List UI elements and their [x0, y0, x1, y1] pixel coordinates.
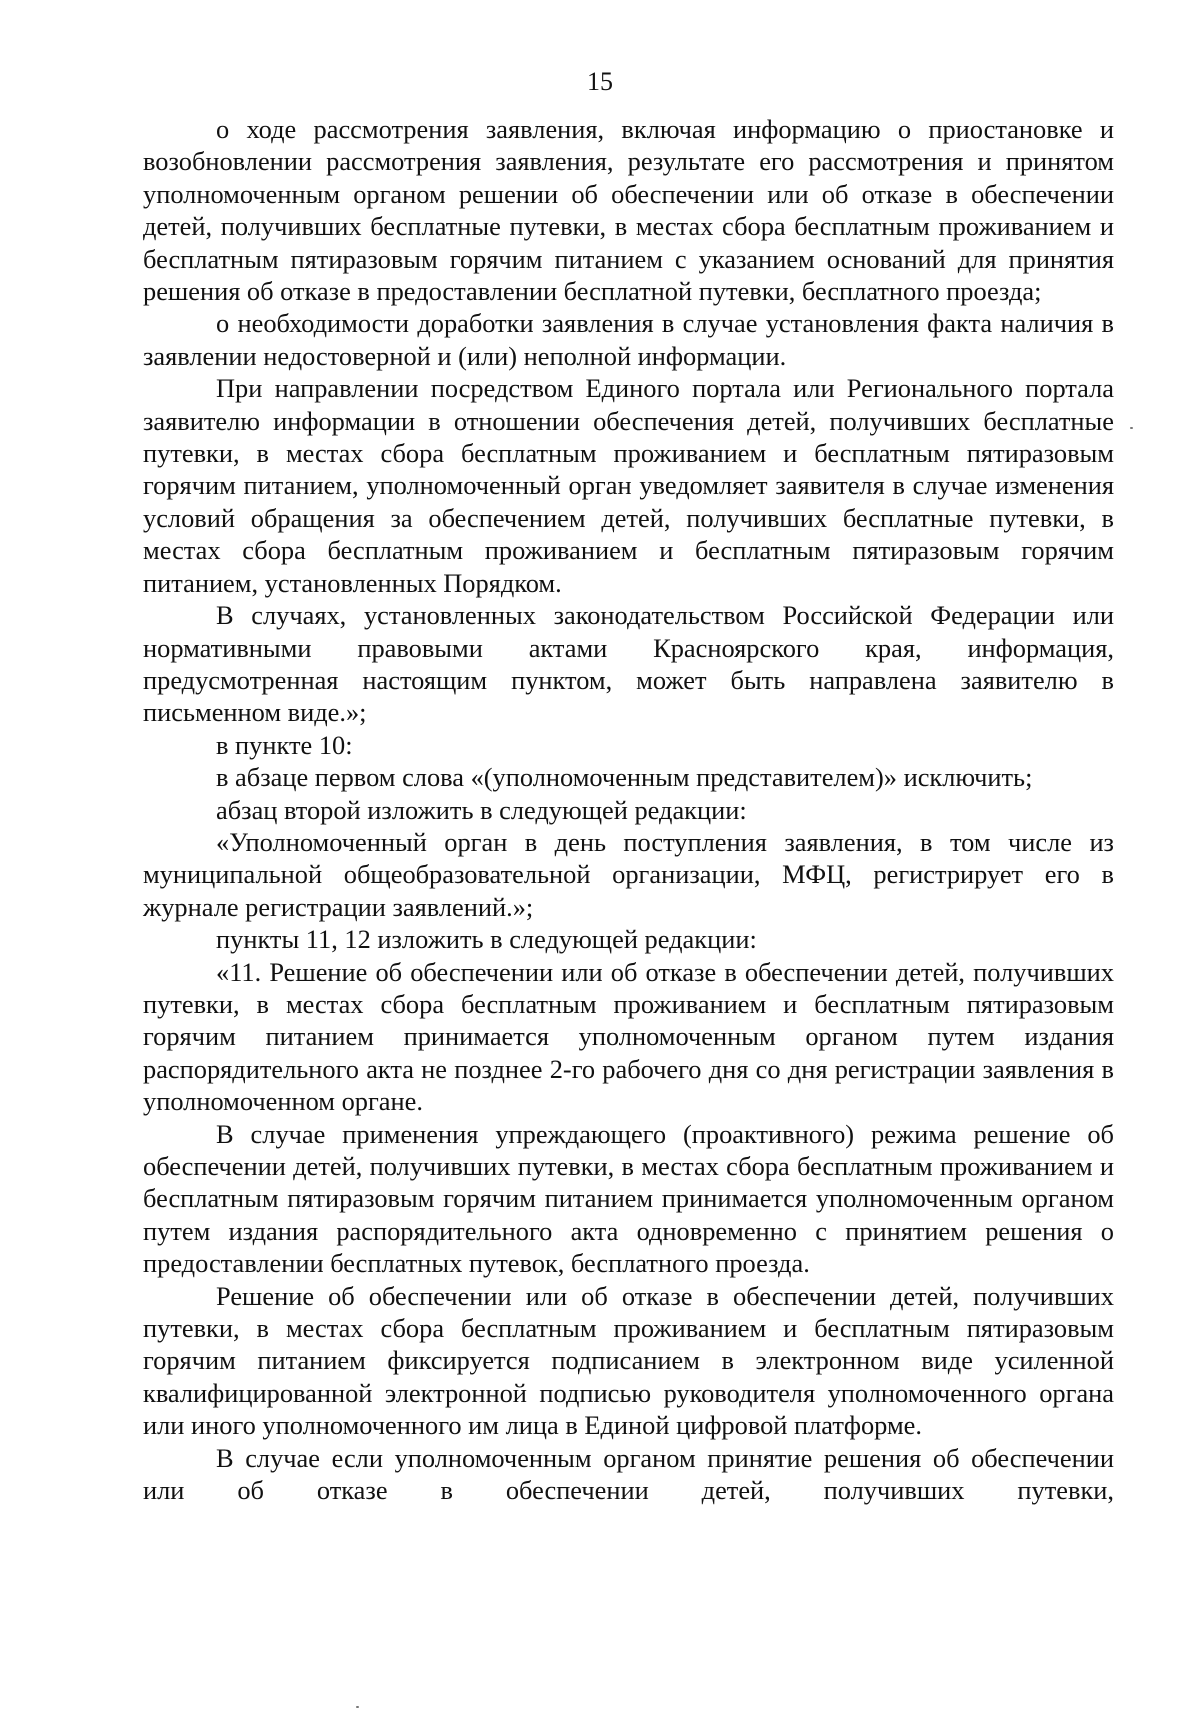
paragraph-5: в пункте 10: [216, 729, 353, 760]
paragraph-1: о ходе рассмотрения заявления, включая информацию о приостановке и возобновлении рассмотрения заявления, результате его рассмотрения и принятом уполномоченным органом решении об обеспечении или об отказе в обеспечении детей, получивших бесплатные путевки, в местах сбора бесплатным проживанием и бесплатным пятиразовым горячим питанием с указанием оснований для принятия решения об отказе в предоставлении бесплатной путевки, бесплатного проезда; [143, 114, 1114, 307]
scan-speck [1130, 427, 1133, 429]
paragraph-7: абзац второй изложить в следующей редакции: [216, 794, 747, 825]
paragraph-3: При направлении посредством Единого портала или Регионального портала заявителю информации в отношении обеспечения детей, получивших бесплатные путевки, в местах сбора бесплатным проживанием и бесплатным пятиразовым горячим питанием, уполномоченный орган уведомляет заявителя в случае изменения условий обращения за обеспечением детей, получивших бесплатные путевки, в местах сбора бесплатным проживанием и бесплатным пятиразовым горячим питанием, установленных Порядком. [143, 373, 1114, 598]
paragraph-4: В случаях, установленных законодательством Российской Федерации или нормативными правовыми актами Красноярского края, информация, предусмотренная настоящим пунктом, может быть направлена заявителю в письменном виде.»; [143, 600, 1114, 728]
paragraph-11: В случае применения упреждающего (проактивного) режима решение об обеспечении детей, получивших путевки, в местах сбора бесплатным проживанием и бесплатным пятиразовым горячим питанием принимается уполномоченным органом путем издания распорядительного акта одновременно с принятием решения о предоставлении бесплатных путевок, бесплатного проезда. [143, 1118, 1114, 1279]
paragraph-6: в абзаце первом слова «(уполномоченным представителем)» исключить; [216, 762, 1033, 793]
page-number: 15 [587, 67, 613, 96]
document-body [143, 113, 1114, 1506]
paragraph-9: пункты 11, 12 изложить в следующей редакции: [216, 924, 757, 955]
paragraph-10: «11. Решение об обеспечении или об отказе в обеспечении детей, получивших путевки, в местах сбора бесплатным проживанием и бесплатным пятиразовым горячим питанием принимается уполномоченным органом путем издания распорядительного акта не позднее 2-го рабочего дня со дня регистрации заявления в уполномоченном органе. [143, 956, 1114, 1117]
paragraph-13: В случае если уполномоченным органом принятие решения об обеспечении или об отказе в обеспечении детей, получивших путевки, [143, 1442, 1114, 1506]
paragraph-12: Решение об обеспечении или об отказе в обеспечении детей, получивших путевки, в местах сбора бесплатным проживанием и бесплатным пятиразовым горячим питанием фиксируется подписанием в электронном виде усиленной квалифицированной электронной подписью руководителя уполномоченного органа или иного уполномоченного им лица в Единой цифровой платформе. [143, 1280, 1114, 1441]
paragraph-2: о необходимости доработки заявления в случае установления факта наличия в заявлении недостоверной и (или) неполной информации. [143, 308, 1114, 371]
paragraph-8: «Уполномоченный орган в день поступления заявления, в том числе из муниципальной общеобразовательной организации, МФЦ, регистрирует его в журнале регистрации заявлений.»; [143, 826, 1114, 922]
scan-speck [356, 1706, 359, 1708]
